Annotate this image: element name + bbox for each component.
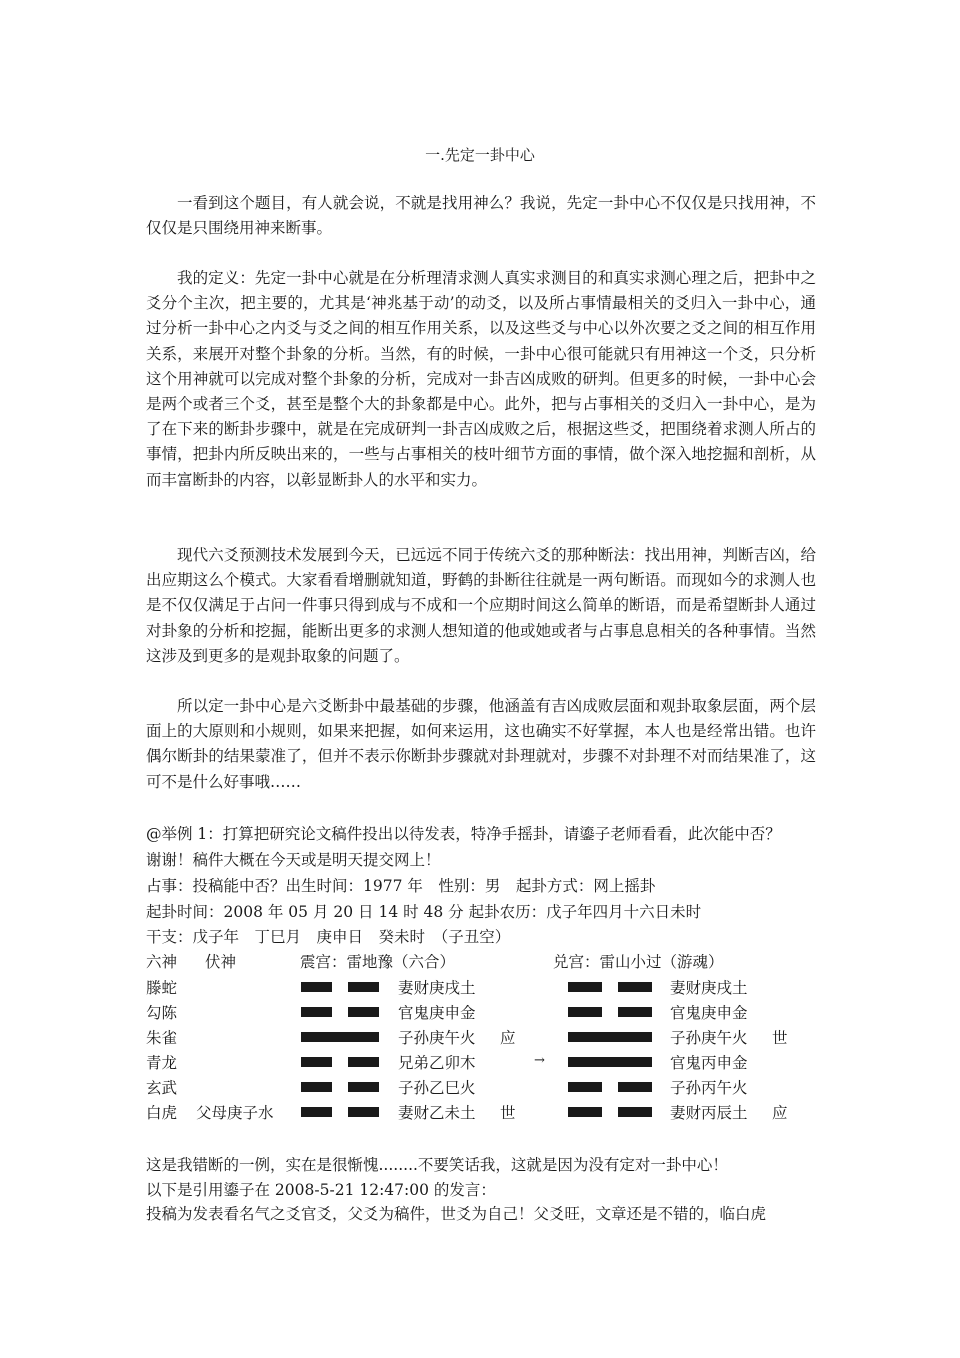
changed-yao-line: [568, 1007, 652, 1017]
moving-line-arrow-icon: →: [534, 1053, 545, 1068]
main-gua-name: 震宫：雷地豫（六合）: [300, 953, 456, 971]
yin-line-left-bar: [568, 1107, 602, 1117]
yang-line-bar: [568, 1032, 652, 1042]
liushen-label: 朱雀: [146, 1029, 178, 1047]
yin-line-left-bar: [301, 1007, 332, 1017]
example-line-1: @举例 1：打算把研究论文稿件投出以待发表，特净手摇卦，请鎏子老师看看，此次能中否？: [146, 825, 781, 843]
quote-text-line: 投稿为发表看名气之爻官爻，父爻为稿件，世爻为自己！父爻旺，文章还是不错的，临白虎: [146, 1205, 767, 1223]
yin-line-right-bar: [618, 1107, 652, 1117]
changed-yao-line: [568, 1057, 652, 1067]
main-yao-line: [301, 1007, 379, 1017]
yin-line-left-bar: [301, 1057, 332, 1067]
main-yao-line: [301, 1032, 379, 1042]
liushen-label: 白虎: [146, 1104, 178, 1122]
fushen-label: 父母庚子水: [196, 1104, 274, 1122]
changed-yao-text: 妻财丙辰土: [670, 1104, 748, 1122]
yin-line-right-bar: [348, 1082, 379, 1092]
paragraph-1: 一看到这个题目，有人就会说，不就是找用神么？我说，先定一卦中心不仅仅是只找用神，不仅仅是只围绕用神来断事。: [146, 194, 816, 238]
yin-line-right-bar: [618, 1007, 652, 1017]
main-yao-text: 子孙乙巳火: [398, 1079, 476, 1097]
main-yao-line: [301, 1057, 379, 1067]
main-yao-line: [301, 1107, 379, 1117]
yin-line-left-bar: [568, 982, 602, 992]
yin-line-left-bar: [301, 1082, 332, 1092]
yin-line-right-bar: [348, 982, 379, 992]
main-yao-line: [301, 1082, 379, 1092]
yang-line-bar: [568, 1057, 652, 1067]
header-fushen: 伏神: [205, 953, 237, 971]
yin-line-right-bar: [348, 1107, 379, 1117]
liushen-label: 勾陈: [146, 1004, 178, 1022]
changed-yao-line: [568, 1082, 652, 1092]
header-liushen: 六神: [146, 953, 178, 971]
main-shiying-mark: 世: [500, 1104, 516, 1122]
changed-shiying-mark: 世: [772, 1029, 788, 1047]
example-info-line: 占事：投稿能中否？出生时间：1977 年 性别：男 起卦方式：网上摇卦: [146, 877, 656, 895]
changed-yao-line: [568, 982, 652, 992]
yin-line-right-bar: [618, 1082, 652, 1092]
example-line-2: 谢谢！稿件大概在今天或是明天提交网上！: [146, 851, 441, 869]
changed-yao-line: [568, 1107, 652, 1117]
yin-line-right-bar: [348, 1057, 379, 1067]
yin-line-left-bar: [301, 982, 332, 992]
liushen-label: 玄武: [146, 1079, 178, 1097]
paragraph-3: 现代六爻预测技术发展到今天，已远远不同于传统六爻的那种断法：找出用神，判断吉凶，给出应期这么个模式。大家看看增删就知道，野鹤的卦断往往就是一两句断语。而现如今的求测人也是不仅仅满足于占问一件事只得到成与不成和一个应期时间这么简单的断语，而是希望断卦人通过对卦象的分析和挖掘，能断出更多的求测人想知道的他或她或者与占事息息相关的各种事情。当然这涉及到更多的是观卦取象的问题了。: [146, 546, 816, 665]
main-yao-text: 兄弟乙卯木: [398, 1054, 476, 1072]
yin-line-right-bar: [618, 982, 652, 992]
main-yao-text: 官鬼庚申金: [398, 1004, 476, 1022]
changed-shiying-mark: 应: [772, 1104, 788, 1122]
changed-yao-text: 子孙庚午火: [670, 1029, 748, 1047]
example-ganzhi-line: 干支：戊子年 丁巳月 庚申日 癸未时 （子丑空）: [146, 928, 511, 946]
main-yao-line: [301, 982, 379, 992]
liushen-label: 滕蛇: [146, 979, 178, 997]
changed-gua-name: 兑宫：雷山小过（游魂）: [553, 953, 724, 971]
example-time-line: 起卦时间：2008 年 05 月 20 日 14 时 48 分 起卦农历：戊子年四月十六日未时: [146, 903, 702, 921]
main-shiying-mark: 应: [500, 1029, 516, 1047]
main-yao-text: 妻财庚戌土: [398, 979, 476, 997]
changed-yao-text: 子孙丙午火: [670, 1079, 748, 1097]
main-yao-text: 子孙庚午火: [398, 1029, 476, 1047]
paragraph-2: 我的定义：先定一卦中心就是在分析理清求测人真实求测目的和真实求测心理之后，把卦中之爻分个主次，把主要的，尤其是‘神兆基于动’的动爻，以及所占事情最相关的爻归入一卦中心，通过分析一卦中心之内爻与爻之间的相互作用关系，以及这些爻与中心以外次要之爻之间的相互作用关系，来展开对整个卦象的分析。当然，有的时候，一卦中心很可能就只有用神这一个爻，只分析这个用神就可以完成对整个卦象的分析，完成对一卦吉凶成败的研判。但更多的时候，一卦中心会是两个或者三个爻，甚至是整个大的卦象都是中心。此外，把与占事相关的爻归入一卦中心，是为了在下来的断卦步骤中，就是在完成研判一卦吉凶成败之后，根据这些爻，把围绕着求测人所占的事情，把卦内所反映出来的，一些与占事相关的枝叶细节方面的事情，做个深入地挖掘和剖析，从而丰富断卦的内容，以彰显断卦人的水平和实力。: [146, 269, 816, 489]
quote-intro-line: 以下是引用鎏子在 2008-5-21 12:47:00 的发言：: [146, 1181, 496, 1199]
paragraph-4: 所以定一卦中心是六爻断卦中最基础的步骤，他涵盖有吉凶成败层面和观卦取象层面，两个层面上的大原则和小规则，如果来把握，如何来运用，这也确实不好掌握，本人也是经常出错。也许偶尔断卦的结果蒙准了，但并不表示你断卦步骤就对卦理就对，步骤不对卦理不对而结果准了，这可不是什么好事哦……: [146, 697, 816, 791]
changed-yao-text: 官鬼丙申金: [670, 1054, 748, 1072]
closing-line-1: 这是我错断的一例，实在是很惭愧........不要笑话我，这就是因为没有定对一卦中心！: [146, 1156, 728, 1174]
yin-line-right-bar: [348, 1007, 379, 1017]
main-yao-text: 妻财乙未土: [398, 1104, 476, 1122]
yang-line-bar: [301, 1032, 379, 1042]
changed-yao-text: 官鬼庚申金: [670, 1004, 748, 1022]
yin-line-left-bar: [568, 1007, 602, 1017]
liushen-label: 青龙: [146, 1054, 178, 1072]
yin-line-left-bar: [568, 1082, 602, 1092]
changed-yao-text: 妻财庚戌土: [670, 979, 748, 997]
section-title: 一.先定一卦中心: [425, 146, 535, 164]
changed-yao-line: [568, 1032, 652, 1042]
yin-line-left-bar: [301, 1107, 332, 1117]
